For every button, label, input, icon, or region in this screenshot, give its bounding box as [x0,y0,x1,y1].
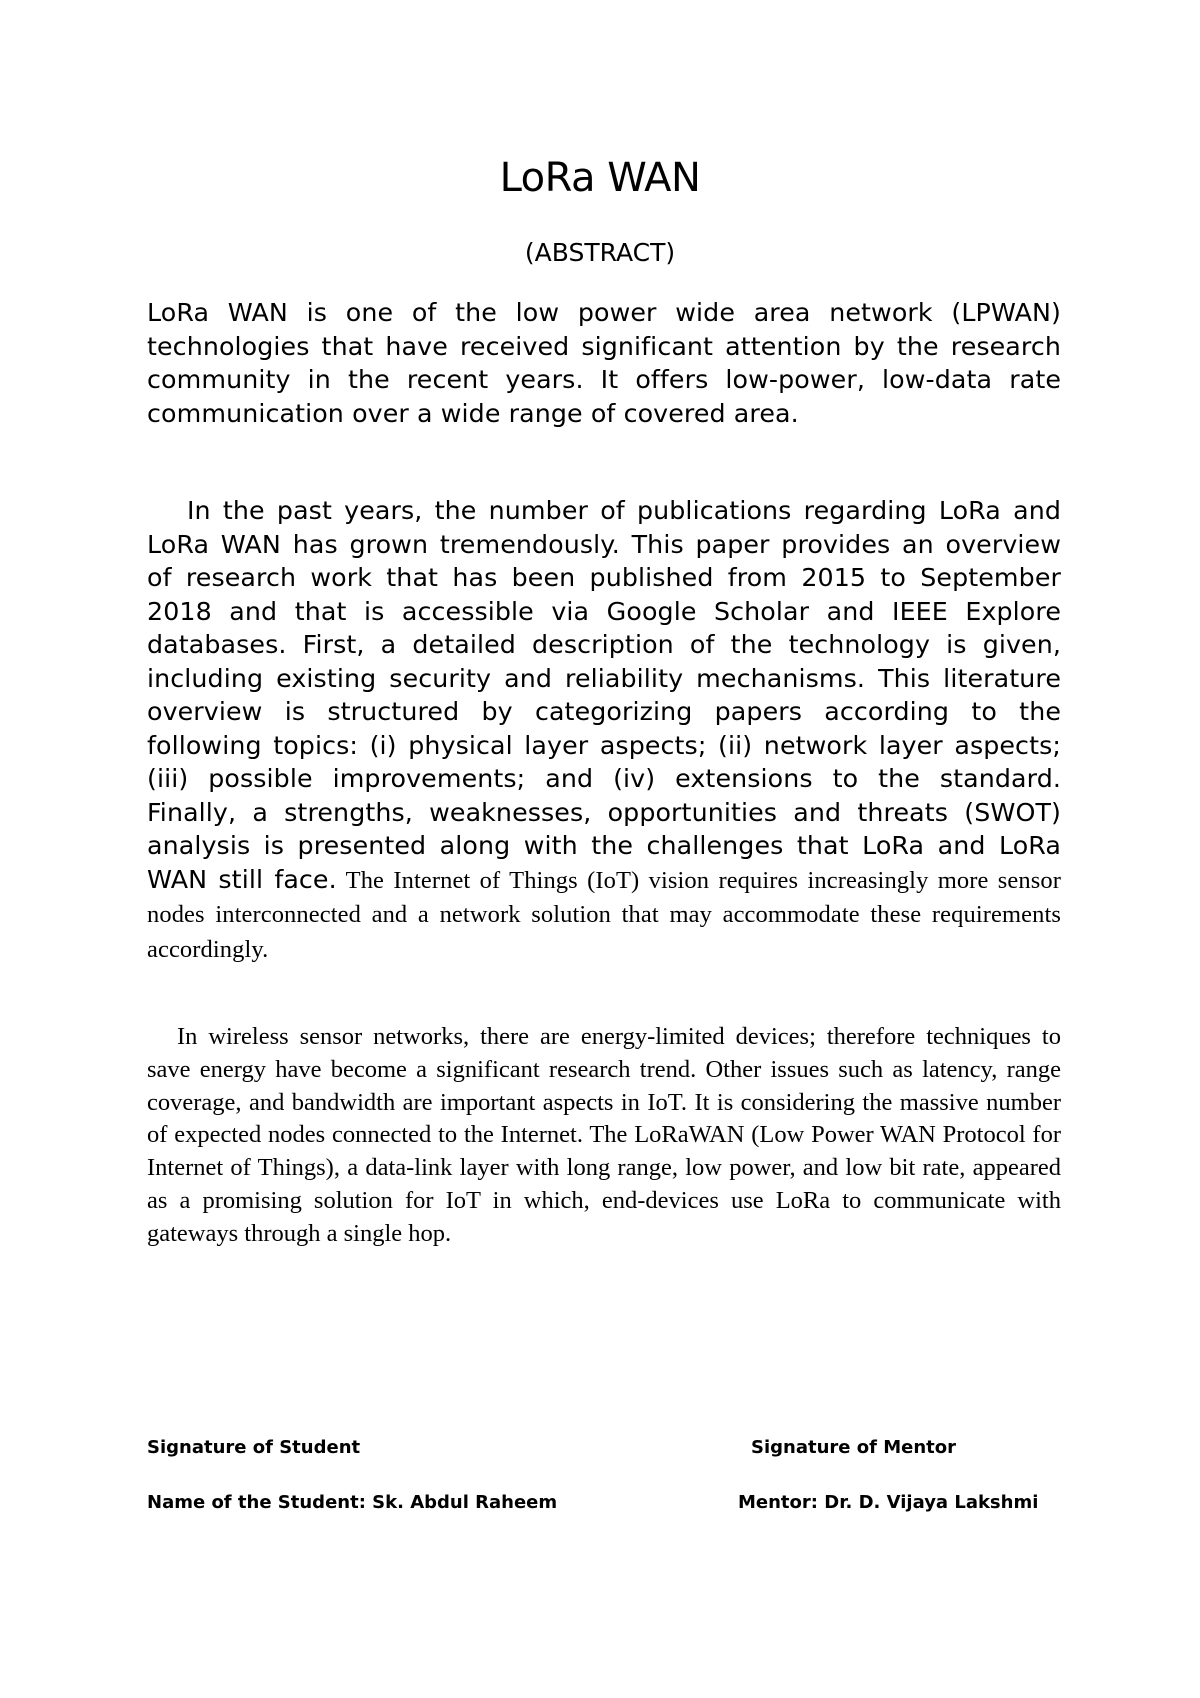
abstract-paragraph-2 [147,494,1061,966]
paragraph-2-serif-text: The Internet of Things (IoT) vision requires increasingly more sensor nodes interconnected and a network solution that may accommodate these requirements accordingly. [147,866,1062,963]
signature-student-label: Signature of Student [147,1437,361,1458]
student-name: Name of the Student: Sk. Abdul Raheem [147,1492,558,1513]
paragraph-2-sans-text: In the past years, the number of publications regarding LoRa and LoRa WAN has grown tremendously. This paper provides an overview of research work that has been published from 2015 to September 2018 and that is accessible via Google Scholar and IEEE Explore databases. First, a detailed description of the technology is given, including existing security and reliability mechanisms. This literature overview is structured by categorizing papers according to the following topics: (i) physical layer aspects; (ii) network layer aspects; (iii) possible improvements; and (iv) extensions to the standard. Finally, a strengths, weaknesses, opportunities and threats (SWOT) analysis is presented along with the challenges that LoRa and LoRa WAN still face. [147,496,1061,894]
document-title: LoRa WAN [499,155,701,201]
document-subtitle: (ABSTRACT) [524,238,676,267]
signature-mentor-label: Signature of Mentor [751,1437,956,1458]
abstract-paragraph-3: In wireless sensor networks, there are energy-limited devices; therefore techniques to save energy have become a significant research trend. Other issues such as latency, range coverage, and bandwidth are important aspects in IoT. It is considering the massive number of expected nodes connected to the Internet. The LoRaWAN (Low Power WAN Protocol for Internet of Things), a data-link layer with long range, low power, and low bit rate, appeared as a promising solution for IoT in which, end-devices use LoRa to communicate with gateways through a single hop. [147,1023,1061,1247]
abstract-paragraph-1: LoRa WAN is one of the low power wide area network (LPWAN) technologies that have received significant attention by the research community in the recent years. It offers low-power, low-data rate communication over a wide range of covered area. [147,298,1061,428]
mentor-name: Mentor: Dr. D. Vijaya Lakshmi [738,1492,1039,1513]
